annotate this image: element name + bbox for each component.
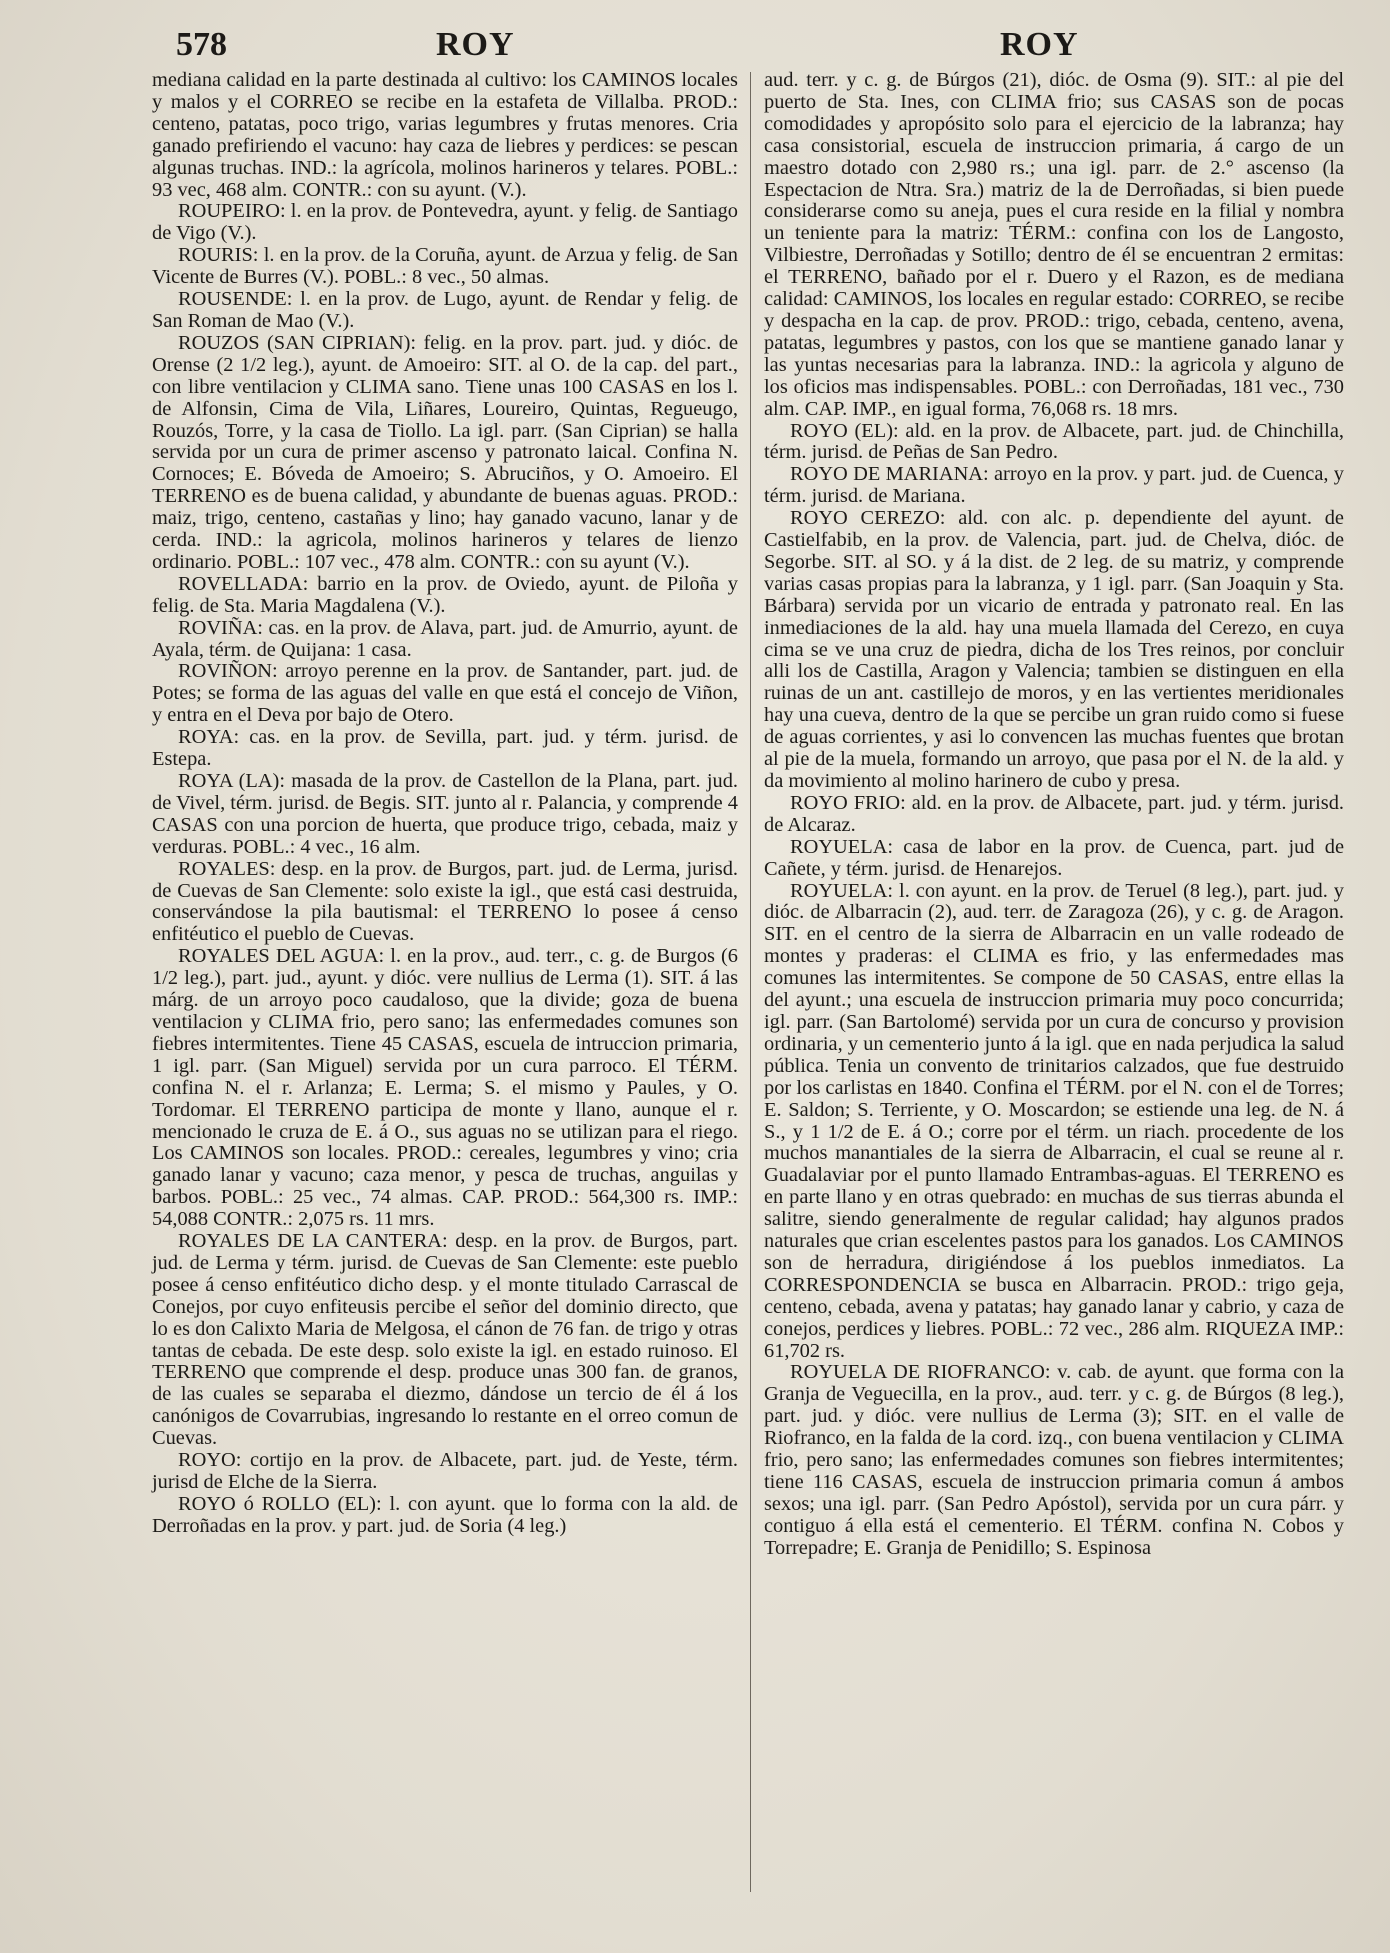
running-head-right: ROY — [1000, 26, 1079, 63]
entry-royales-de-la-cantera: ROYALES DE LA CANTERA: desp. en la prov. de Burgos, part. jud. de Lerma y térm. jurisd. de Cuevas de San Clemente: este pueblo posee á censo enfitéutico dicho desp. y el monte titulado Carrascal de Conejos, por cuyo enfiteusis percibe el señor del dominio directo, que lo es don Calixto Maria de Melgosa, el cánon de 76 fan. de trigo y otras tantas de cebada. De este desp. solo existe la igl. en estado ruinoso. El TERRENO que comprende el desp. produce unas 300 fan. de granos, de las cuales se separaba el diezmo, dándose un tercio de él á los canónigos de Covarrubias, ingresando lo restante en el orreo comun de Cuevas. — [152, 1230, 738, 1450]
left-column — [152, 70, 738, 1538]
column-rule — [750, 72, 751, 1892]
entry-roya: ROYA: cas. en la prov. de Sevilla, part. jud. y térm. jurisd. de Estepa. — [152, 726, 738, 771]
entry-royales: ROYALES: desp. en la prov. de Burgos, part. jud. de Lerma, jurisd. de Cuevas de San Clemente: solo existe la igl., que está casi destruida, conservándose la pila bautismal: el TERRENO lo posee á censo enfitéutico el pueblo de Cuevas. — [152, 857, 738, 946]
entry-rousende: ROUSENDE: l. en la prov. de Lugo, ayunt. de Rendar y felig. de San Roman de Mao (V.). — [152, 288, 738, 332]
entry-rovinon: ROVIÑON: arroyo perenne en la prov. de Santander, part. jud. de Potes; se forma de las aguas del valle en que está el concejo de Viñon, y entra en el Deva por bajo de Otero. — [152, 660, 738, 727]
entry-rovina: ROVIÑA: cas. en la prov. de Alava, part. jud. de Amurrio, ayunt. de Ayala, térm. de Quijana: 1 casa. — [152, 616, 738, 661]
entry-royuela-casa: ROYUELA: casa de labor en la prov. de Cuenca, part. jud de Cañete, y térm. jurisd. de Henarejos. — [764, 835, 1344, 880]
entry-royo-o-rollo: ROYO ó ROLLO (EL): l. con ayunt. que lo forma con la ald. de Derroñadas en la prov. y part. jud. de Soria (4 leg.) — [152, 1492, 738, 1537]
entry-royo-frio: ROYO FRIO: ald. en la prov. de Albacete, part. jud. y térm. jurisd. de Alcaraz. — [764, 791, 1344, 836]
running-head-left: ROY — [436, 26, 515, 63]
entry-rouris: ROURIS: l. en la prov. de la Coruña, ayunt. de Arzua y felig. de San Vicente de Burres (V.). POBL.: 8 vec., 50 almas. — [152, 244, 738, 289]
entry-royo-cerezo: ROYO CEREZO: ald. con alc. p. dependiente del ayunt. de Castielfabib, en la prov. de Valencia, part. jud. de Chelva, dióc. de Segorbe. SIT. al SO. y á la dist. de 2 leg. de su matriz, y comprende varias casas propias para la labranza, y 1 igl. parr. (San Joaquin y Sta. Bárbara) servida por un vicario de entrada y patronato real. En las inmediaciones de la ald. hay una muela llamada del Cerezo, en cuya cima se ve una cruz de piedra, dicha de los Tres reinos, por concluir alli los de Castilla, Aragon y Valencia; tambien se distinguen en ella ruinas de un ant. castillejo de moros, y en las vertientes meridionales hay una cueva, dentro de la que se percibe un gran ruido como si fuese de aguas corrientes, y asi lo convencen las muchas fuentes que brotan al pie de la muela, formando un arroyo, que pasa por el N. de la ald. y da movimiento al molino harinero de cubo y presa. — [764, 507, 1344, 792]
entry-rovellada: ROVELLADA: barrio en la prov. de Oviedo, ayunt. de Piloña y felig. de Sta. Maria Magdalena (V.). — [152, 572, 738, 617]
entry-royuela: ROYUELA: l. con ayunt. en la prov. de Teruel (8 leg.), part. jud. y dióc. de Albarracin (2), aud. terr. de Zaragoza (26), y c. g. de Aragon. SIT. en el centro de la sierra de Albarracin en un valle rodeado de montes y praderas: el CLIMA es frio, y las enfermedades mas comunes las intermitentes. Se compone de 50 CASAS, entre ellas la del ayunt.; una escuela de instruccion primaria muy poco concurrida; igl. parr. (San Bartolomé) servida por un cura de concurso y provision ordinaria, y un cementerio junto á la igl. que en nada perjudica la salud pública. Tenia un convento de trinitarios calzados, que fue destruido por los carlistas en 1840. Confina el TÉRM. por el N. con el de Torres; E. Saldon; S. Terriente, y O. Moscardon; se estiende una leg. de N. á S., y 1 1/2 de E. á O.; corre por el térm. un riach. procedente de los muchos manantiales de la sierra de Albarracin, el cual se reune al r. Guadalaviar por el punto llamado Entrambas-aguas. El TERRENO es en parte llano y en otras quebrado: en muchas de sus tierras abunda el salitre, siendo generalmente de regular calidad; hay algunos prados naturales que crian escelentes pastos para los ganados. Los CAMINOS son de herradura, dirigiéndose á los pueblos inmediatos. La CORRESPONDENCIA se busca en Albarracin. PROD.: trigo geja, centeno, cebada, avena y patatas; hay ganado lanar y cabrio, y caza de conejos, perdices y liebres. POBL.: 72 vec., 286 alm. RIQUEZA IMP.: 61,702 rs. — [764, 879, 1344, 1362]
entry-royales-del-agua: ROYALES DEL AGUA: l. en la prov., aud. terr., c. g. de Burgos (6 1/2 leg.), part. jud., ayunt. y dióc. vere nullius de Lerma (1). SIT. á las márg. de un arroyo poco caudaloso, que la divide; goza de buena ventilacion y CLIMA frio, pero sano; las enfermedades comunes son fiebres intermitentes. Tiene 45 CASAS, escuela de intruccion primaria, 1 igl. parr. (San Miguel) servida por un cura parroco. El TÉRM. confina N. el r. Arlanza; E. Lerma; S. el mismo y Paules, y O. Tordomar. El TERRENO participa de monte y llano, aunque el r. mencionado le cruza de E. á O., sus aguas no se utilizan para el riego. Los CAMINOS son locales. PROD.: cereales, legumbres y vino; cria ganado lanar y vacuno; caza menor, y pesca de truchas, anguilas y barbos. POBL.: 25 vec., 74 almas. CAP. PROD.: 564,300 rs. IMP.: 54,088 CONTR.: 2,075 rs. 11 mrs. — [152, 945, 738, 1231]
entry-roupeiro: ROUPEIRO: l. en la prov. de Pontevedra, ayunt. y felig. de Santiago de Vigo (V.). — [152, 200, 738, 245]
entry-roya-la: ROYA (LA): masada de la prov. de Castellon de la Plana, part. jud. de Vivel, térm. jurisd. de Begis. SIT. junto al r. Palancia, y comprende 4 CASAS con una porcion de huerta, que produce trigo, cebada, maiz y verduras. POBL.: 4 vec., 16 alm. — [152, 770, 738, 858]
entry-royo: ROYO: cortijo en la prov. de Albacete, part. jud. de Yeste, térm. jurisd de Elche de la Sierra. — [152, 1449, 738, 1493]
entry-continuation: mediana calidad en la parte destinada al cultivo: los CAMINOS locales y malos y el CORREO se recibe en la estafeta de Villalba. PROD.: centeno, patatas, poco trigo, varias legumbres y frutas menores. Cria ganado prefiriendo el vacuno: hay caza de liebres y perdices: se pescan algunas truchas. IND.: la agrícola, molinos harineros y telares. POBL.: 93 vec, 468 alm. CONTR.: con su ayunt. (V.). — [152, 69, 738, 201]
page-number: 578 — [176, 26, 227, 63]
entry-royo-el: ROYO (EL): ald. en la prov. de Albacete, part. jud. de Chinchilla, térm. jurisd. de Peñas de San Pedro. — [764, 419, 1344, 464]
right-column — [764, 70, 1344, 1560]
entry-royo-o-rollo-continuation: aud. terr. y c. g. de Búrgos (21), dióc. de Osma (9). SIT.: al pie del puerto de Sta. Ines, con CLIMA frio; sus CASAS son de pocas comodidades y apropósito solo para el ejercicio de la labranza; hay casa consistorial, escuela de instruccion primaria, á cargo de un maestro dotado con 2,980 rs.; una igl. parr. de 2.° ascenso (la Espectacion de Ntra. Sra.) matriz de la de Derroñadas, si bien puede considerarse como su aneja, pues el cura reside en la filial y nombra un teniente para la matriz: TÉRM.: confina con los de Langosto, Vilbiestre, Derroñadas y Sotillo; dentro de él se encuentran 2 ermitas: el TERRENO, bañado por el r. Duero y el Razon, es de mediana calidad: CAMINOS, los locales en regular estado: CORREO, se recibe y despacha en la cap. de prov. PROD.: trigo, cebada, centeno, avena, patatas, legumbres y pastos, con los que se mantiene ganado lanar y las yuntas necesarias para la labranza. IND.: la agricola y alguno de los oficios mas indispensables. POBL.: con Derroñadas, 181 vec., 730 alm. CAP. IMP., en igual forma, 76,068 rs. 18 mrs. — [764, 69, 1344, 420]
entry-royuela-de-riofranco: ROYUELA DE RIOFRANCO: v. cab. de ayunt. que forma con la Granja de Veguecilla, en la prov., aud. terr. y c. g. de Búrgos (8 leg.), part. jud. y dióc. vere nullius de Lerma (3); SIT. en el valle de Riofranco, en la falda de la cord. izq., con buena ventilacion y CLIMA frio, pero sano; las enfermedades comunes son fiebres intermitentes; tiene 116 CASAS, escuela de instruccion primaria comun á ambos sexos; una igl. parr. (San Pedro Apóstol), servida por un cura párr. y contiguo á ella está el cementerio. El TÉRM. confina N. Cobos y Torrepadre; E. Granja de Penidillo; S. Espinosa — [764, 1361, 1344, 1559]
entry-rouzos: ROUZOS (SAN CIPRIAN): felig. en la prov. part. jud. y dióc. de Orense (2 1/2 leg.), ayunt. de Amoeiro: SIT. al O. de la cap. del part., con libre ventilacion y CLIMA sano. Tiene unas 100 CASAS en los l. de Alfonsin, Cima de Vila, Liñares, Loureiro, Quintas, Regueugo, Rouzós, Torre, y la casa de Tiollo. La igl. parr. (San Ciprian) se halla servida por un cura de primer ascenso y patronato laical. Confina N. Cornoces; E. Bóveda de Amoeiro; S. Abruciños, y O. Amoeiro. El TERRENO es de buena calidad, y abundante de buenas aguas. PROD.: maiz, trigo, centeno, castañas y lino; hay ganado vacuno, lanar y de cerda. IND.: la agricola, molinos harineros y telares de lienzo ordinario. POBL.: 107 vec., 478 alm. CONTR.: con su ayunt (V.). — [152, 331, 738, 573]
entry-royo-de-mariana: ROYO DE MARIANA: arroyo en la prov. y part. jud. de Cuenca, y térm. jurisd. de Mariana. — [764, 463, 1344, 508]
